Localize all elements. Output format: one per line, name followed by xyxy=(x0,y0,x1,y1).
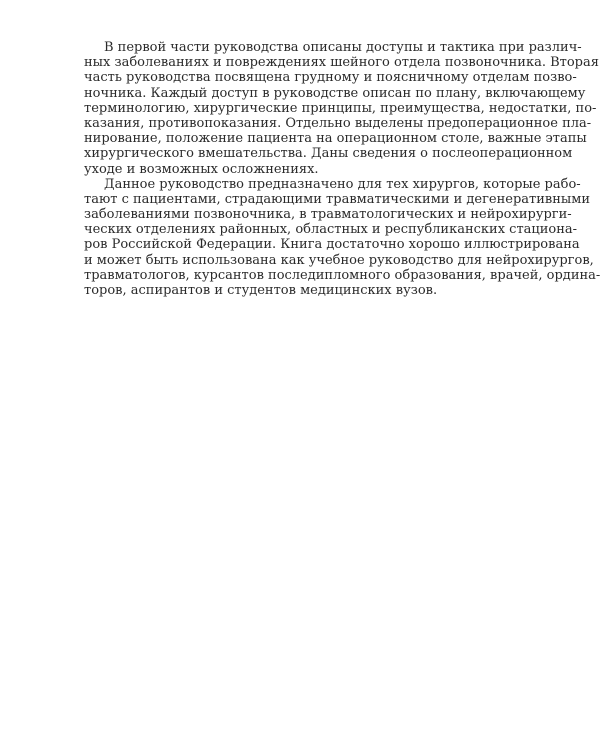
paragraph-line: торов, аспирантов и студентов медицинских вузов. xyxy=(84,283,438,298)
paragraph-line: хирургического вмешательства. Даны сведения о послеоперационном xyxy=(84,146,573,162)
paragraph-line: казания, противопоказания. Отдельно выделены предоперационное пла- xyxy=(84,115,592,131)
body-text xyxy=(84,40,600,298)
paragraph-line: нирование, положение пациента на операционном столе, важные этапы xyxy=(84,131,587,147)
paragraph-line: и может быть использована как учебное руководство для нейрохирургов, xyxy=(84,252,594,268)
paragraph-line: терминологию, хирургические принципы, преимущества, недостатки, по- xyxy=(84,100,597,116)
paragraph-2 xyxy=(84,176,600,299)
paragraph-line: часть руководства посвящена грудному и поясничному отделам позво- xyxy=(84,70,577,86)
paragraph-line: уходе и возможных осложнениях. xyxy=(84,161,319,177)
paragraph-line: тают с пациентами, страдающими травматическими и дегенеративными xyxy=(84,191,591,207)
paragraph-line: ных заболеваниях и повреждениях шейного отдела позвоночника. Вторая xyxy=(84,55,599,71)
paragraph-line: травматологов, курсантов последипломного образования, врачей, ордина- xyxy=(84,267,600,283)
paragraph-line: ночника. Каждый доступ в руководстве описан по плану, включающему xyxy=(84,85,586,101)
paragraph-line: ческих отделениях районных, областных и республиканских стациона- xyxy=(84,222,578,238)
paragraph-line: заболеваниями позвоночника, в травматологических и нейрохирурги- xyxy=(84,207,572,223)
paragraph-line: Данное руководство предназначено для тех хирургов, которые рабо- xyxy=(104,176,581,192)
paragraph-line: ров Российской Федерации. Книга достаточно хорошо иллюстрирована xyxy=(84,237,580,253)
paragraph-line: В первой части руководства описаны доступы и тактика при различ- xyxy=(104,40,582,55)
paragraph-1 xyxy=(84,40,599,177)
